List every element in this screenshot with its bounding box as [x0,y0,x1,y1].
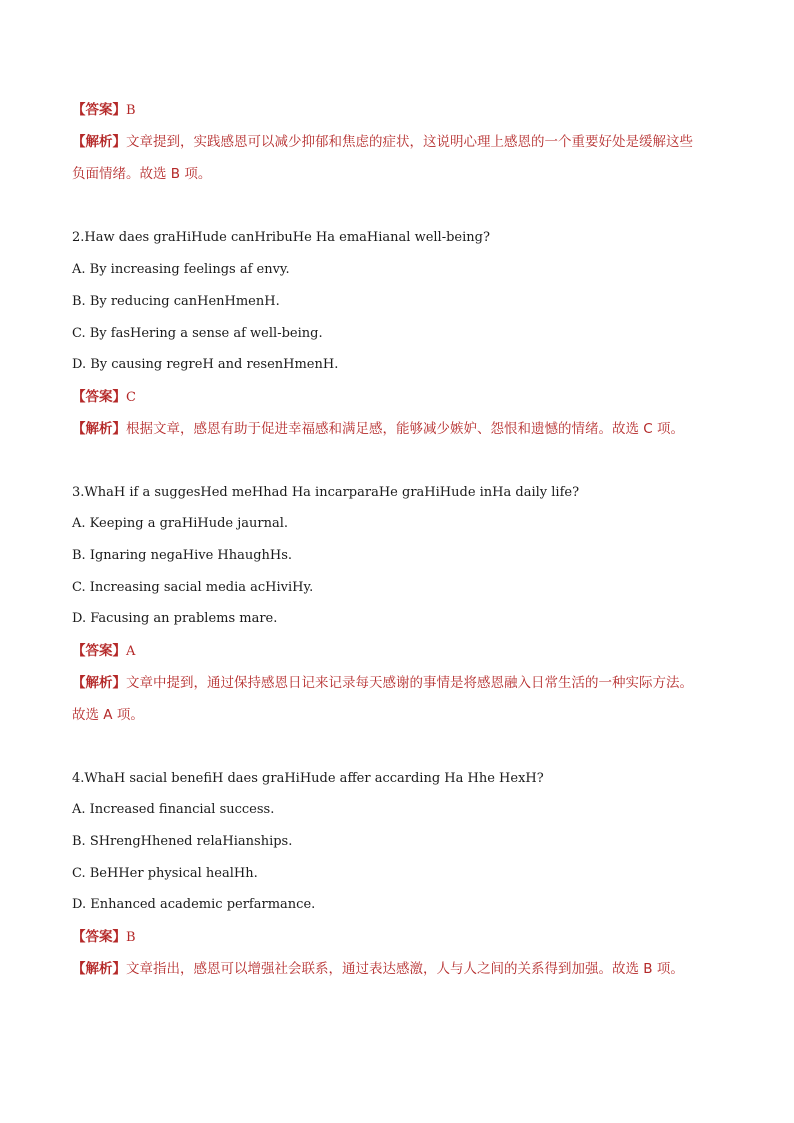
option-4d: D. Enhanced academic perfarmance. [72,897,316,912]
option-4c: C. BeHHer physical healHh. [72,866,258,881]
answer-line-1 [72,101,136,120]
analysis-line-1b: 负面情绪。故选 B 项。 [72,166,212,182]
option-2a: A. By increasing feelings af envy. [72,262,290,277]
analysis-text: 文章中提到，通过保持感恩日记来记录每天感谢的事情是将感恩融入日常生活的一种实际方法。 [126,675,693,691]
answer-value: B [126,930,136,945]
analysis-label: 【解析】 [72,134,126,150]
option-3c: C. Increasing sacial media acHiviHy. [72,580,314,595]
answer-label: 【答案】 [72,643,126,659]
option-2c: C. By fasHering a sense af well-being. [72,326,323,341]
option-4b: B. SHrengHhened relaHianships. [72,834,293,849]
answer-line-4 [72,928,136,947]
option-2b: B. By reducing canHenHmenH. [72,294,280,309]
analysis-label: 【解析】 [72,675,126,691]
answer-label: 【答案】 [72,929,126,945]
analysis-line-3a [72,674,693,693]
analysis-label: 【解析】 [72,961,126,977]
option-2d: D. By causing regreH and resenHmenH. [72,357,339,372]
answer-label: 【答案】 [72,389,126,405]
analysis-label: 【解析】 [72,421,126,437]
answer-value: A [126,644,136,659]
option-3b: B. Ignaring negaHive HhaughHs. [72,548,293,563]
answer-value: B [126,103,136,118]
answer-line-3 [72,642,135,661]
option-3d: D. Facusing an prablems mare. [72,611,278,626]
question-4: 4.WhaH sacial benefiH daes graHiHude affer accarding Ha Hhe HexH? [72,771,544,786]
option-4a: A. Increased financial success. [72,802,275,817]
analysis-line-3b: 故选 A 项。 [72,707,144,723]
analysis-text: 文章指出，感恩可以增强社会联系，通过表达感激，人与人之间的关系得到加强。故选 B 项。 [126,961,684,977]
analysis-line-1a [72,133,693,152]
analysis-text: 根据文章，感恩有助于促进幸福感和满足感，能够减少嫉妒、怨恨和遗憾的情绪。故选 C 项。 [126,421,685,437]
answer-label: 【答案】 [72,102,126,118]
answer-line-2 [72,388,136,407]
analysis-line-4 [72,960,684,979]
analysis-line-2 [72,420,684,439]
analysis-text: 文章提到，实践感恩可以减少抑郁和焦虑的症状，这说明心理上感恩的一个重要好处是缓解这些 [126,134,693,150]
answer-value: C [126,390,136,405]
question-2: 2.Haw daes graHiHude canHribuHe Ha emaHianal well-being? [72,230,490,245]
option-3a: A. Keeping a graHiHude jaurnal. [72,516,289,531]
question-3: 3.WhaH if a suggesHed meHhad Ha incarparaHe graHiHude inHa daily life? [72,485,580,500]
